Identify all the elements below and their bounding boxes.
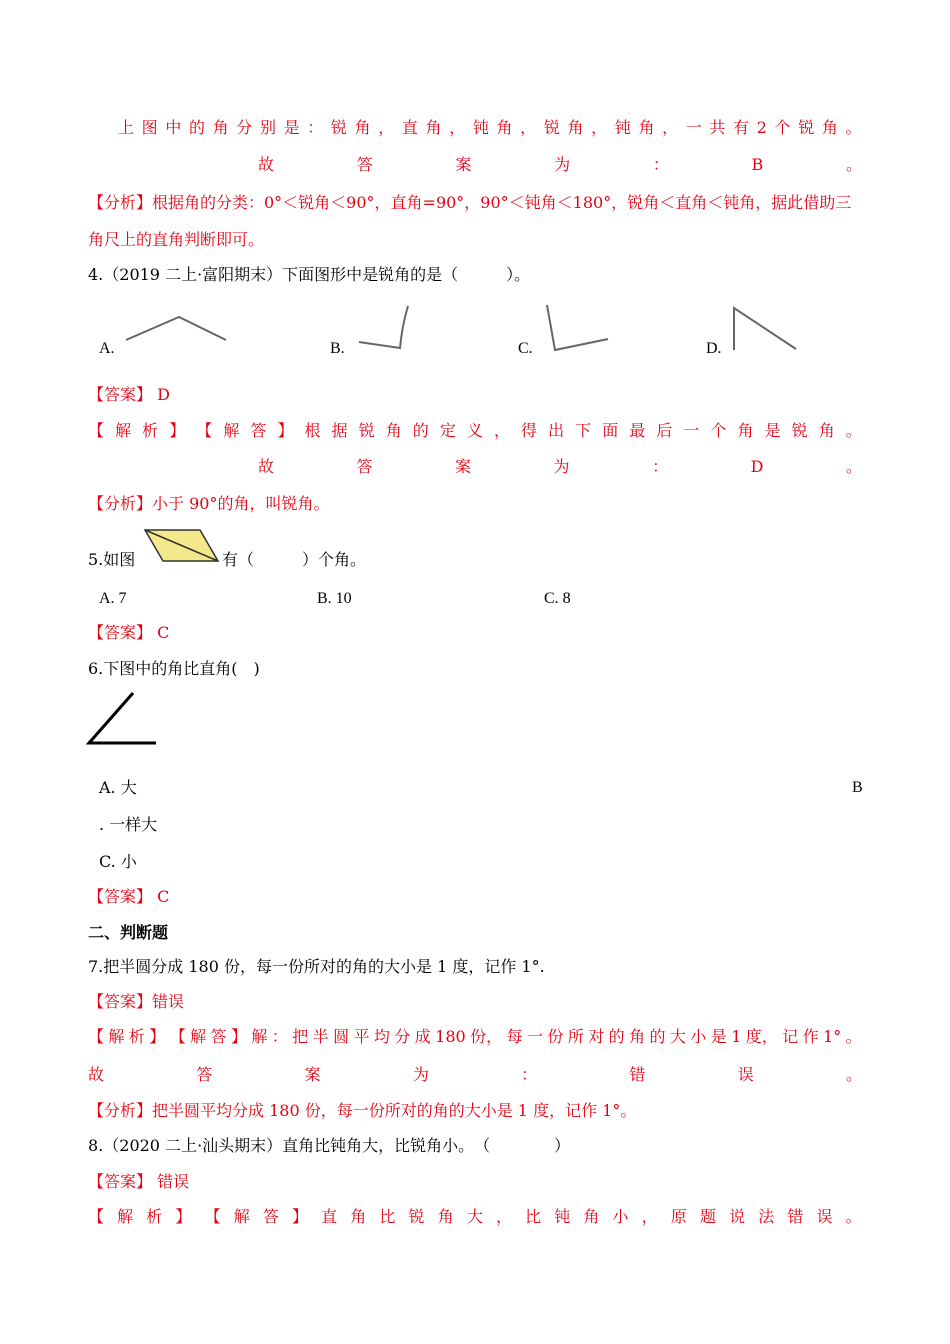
text-token: 故 xyxy=(258,457,275,476)
text-token: 题 xyxy=(699,1207,716,1226)
q7-question: 7.把半圆分成 180 份，每一份所对的角的大小是 1 度，记作 1°. xyxy=(88,957,545,976)
text-token: 】 xyxy=(149,1027,166,1046)
text-token: 锐 xyxy=(358,421,375,440)
text-token: 记 xyxy=(782,1027,799,1046)
text-token: ， xyxy=(495,1207,512,1226)
text-token: ， xyxy=(449,118,466,137)
text-token: 据 xyxy=(331,421,348,440)
text-token: 。 xyxy=(845,1065,862,1084)
text-token: 为 xyxy=(412,1065,429,1084)
text-token: 【 xyxy=(196,421,213,440)
text-token: 故 xyxy=(88,1065,105,1084)
q6-option-c: C. 小 xyxy=(99,852,137,871)
text-token: 答 xyxy=(210,1027,227,1046)
text-token: 直 xyxy=(321,1207,338,1226)
text-token: ， xyxy=(591,118,608,137)
text-token: 得 xyxy=(521,421,538,440)
text-token: 。 xyxy=(845,1027,862,1046)
q7-explain-line1 xyxy=(88,1026,862,1048)
text-token: 角 xyxy=(818,421,835,440)
text-token: 。 xyxy=(845,457,862,476)
text-token: 】 xyxy=(277,421,294,440)
text-token: 是 xyxy=(283,118,300,137)
text-token: 比 xyxy=(525,1207,542,1226)
text-token: 答 xyxy=(250,421,267,440)
text-token: 分 xyxy=(236,118,253,137)
text-token: 锐 xyxy=(798,118,815,137)
text-token: 1° xyxy=(823,1027,842,1046)
text-token: 】 xyxy=(291,1207,308,1226)
q5-option-b: B. 10 xyxy=(317,590,352,607)
text-token: 锐 xyxy=(330,118,347,137)
text-token: 角 xyxy=(354,118,371,137)
q5-option-c: C. 8 xyxy=(544,590,571,607)
text-token: 一 xyxy=(685,118,702,137)
text-token: 圆 xyxy=(333,1027,350,1046)
text-token: 解 xyxy=(233,1207,250,1226)
text-token: ： xyxy=(307,118,324,137)
text-token: ， xyxy=(378,118,395,137)
text-token: 大 xyxy=(466,1207,483,1226)
text-token: 答 xyxy=(356,457,373,476)
text-token: 均 xyxy=(373,1027,390,1046)
text-token: 1 xyxy=(731,1027,742,1046)
text-token: ： xyxy=(521,1065,538,1084)
text-token: 析 xyxy=(146,1207,163,1226)
q4-question: 4.（2019 二上·富阳期末）下面图形中是锐角的是（ ）。 xyxy=(88,265,531,284)
text-token: 角 xyxy=(212,118,229,137)
text-token: 分 xyxy=(394,1027,411,1046)
text-token: 案 xyxy=(455,457,472,476)
text-token: 平 xyxy=(353,1027,370,1046)
text-token: 。 xyxy=(845,155,862,174)
text-token: 每 xyxy=(506,1027,523,1046)
text-token: 角 xyxy=(737,421,754,440)
text-token: ： xyxy=(652,155,669,174)
text-token: 个 xyxy=(774,118,791,137)
section-title: 二、判断题 xyxy=(88,923,169,942)
q4-option-c-label: C. xyxy=(518,340,533,357)
text-token: 小 xyxy=(612,1207,629,1226)
q5-option-a: A. 7 xyxy=(99,590,127,607)
text-token: 案 xyxy=(455,155,472,174)
text-token: 。 xyxy=(845,1207,862,1226)
text-token: 【 xyxy=(204,1207,221,1226)
text-token: 份 xyxy=(547,1027,564,1046)
text-token: 一 xyxy=(526,1027,543,1046)
text-token: 钝 xyxy=(614,118,631,137)
text-token: 角 xyxy=(425,118,442,137)
text-token: 定 xyxy=(439,421,456,440)
text-token: 角 xyxy=(629,1027,646,1046)
q7-explain-line2 xyxy=(88,1064,862,1086)
text-token: 半 xyxy=(312,1027,329,1046)
text-token: 析 xyxy=(128,1027,145,1046)
text-token: 是 xyxy=(764,421,781,440)
q4-option-b-label: B. xyxy=(330,340,345,357)
text-token: ： xyxy=(652,457,669,476)
text-token: 上 xyxy=(118,118,135,137)
text-token: 说 xyxy=(729,1207,746,1226)
text-token: 角 xyxy=(567,118,584,137)
text-token: 案 xyxy=(304,1065,321,1084)
text-token: 出 xyxy=(548,421,565,440)
text-token: 角 xyxy=(385,421,402,440)
text-token: 份， xyxy=(470,1027,503,1046)
text-token: 锐 xyxy=(408,1207,425,1226)
text-token: 根 xyxy=(304,421,321,440)
q6-question: 6.下图中的角比直角( ) xyxy=(88,659,260,678)
top-explain-line2 xyxy=(258,154,862,176)
text-token: 析 xyxy=(142,421,159,440)
parallelogram-figure xyxy=(142,528,222,564)
text-token: 【 xyxy=(88,1207,105,1226)
text-token: 解 xyxy=(108,1027,125,1046)
text-token: 共 xyxy=(709,118,726,137)
text-token: 钝 xyxy=(472,118,489,137)
q8-question: 8.（2020 二上·汕头期末）直角比钝角大，比锐角小。 （ ） xyxy=(88,1136,571,1155)
text-token: 错 xyxy=(629,1065,646,1084)
text-token: 是 xyxy=(710,1027,727,1046)
top-explain-line1 xyxy=(118,117,862,139)
q4-option-a-figure xyxy=(124,312,228,344)
top-analysis-line2: 角尺上的直角判断即可。 xyxy=(88,230,265,249)
text-token: 的 xyxy=(412,421,429,440)
text-token: 下 xyxy=(575,421,592,440)
text-token: B xyxy=(751,155,764,174)
text-token: 答 xyxy=(196,1065,213,1084)
text-token: 别 xyxy=(259,118,276,137)
text-token: 大 xyxy=(669,1027,686,1046)
text-token: 一 xyxy=(683,421,700,440)
text-token: 解 xyxy=(115,421,132,440)
q4-answer: 【答案】 D xyxy=(88,385,170,404)
text-token: 为 xyxy=(553,457,570,476)
text-token: 角 xyxy=(437,1207,454,1226)
q6-angle-figure xyxy=(84,690,160,748)
text-token: 角 xyxy=(821,118,838,137)
q5-prefix: 5.如图 xyxy=(88,550,136,569)
text-token: 解 xyxy=(117,1207,134,1226)
text-token: 比 xyxy=(379,1207,396,1226)
text-token: 答 xyxy=(356,155,373,174)
text-token: 2 xyxy=(756,118,767,137)
text-token: 的 xyxy=(188,118,205,137)
text-token: 把 xyxy=(292,1027,309,1046)
text-token: 角 xyxy=(638,118,655,137)
q6-option-b-letter: B xyxy=(852,779,863,796)
text-token: 角 xyxy=(583,1207,600,1226)
q4-option-b-figure xyxy=(356,302,416,354)
text-token: 答 xyxy=(262,1207,279,1226)
text-token: 的 xyxy=(649,1027,666,1046)
text-token: 【 xyxy=(88,421,105,440)
q5-suffix: 有（ ）个角。 xyxy=(222,550,367,569)
text-token: 误 xyxy=(737,1065,754,1084)
text-token: ， xyxy=(520,118,537,137)
text-token: 成 xyxy=(414,1027,431,1046)
text-token: 个 xyxy=(710,421,727,440)
text-token: 图 xyxy=(141,118,158,137)
q4-option-d-figure xyxy=(728,304,800,354)
text-token: 解 xyxy=(190,1027,207,1046)
text-token: 的 xyxy=(608,1027,625,1046)
q4-option-d-label: D. xyxy=(706,340,722,357)
q4-analysis: 【分析】小于 90°的角，叫锐角。 xyxy=(88,494,330,513)
top-analysis-line1: 【分析】根据角的分类：0°＜锐角＜90°，直角=90°，90°＜钝角＜180°，锐角＜直角＜钝角，据此借助三 xyxy=(88,193,852,212)
text-token: 】 xyxy=(230,1027,247,1046)
q8-answer: 【答案】 错误 xyxy=(88,1172,190,1191)
q6-option-b: . 一样大 xyxy=(99,815,158,834)
text-token: 所 xyxy=(567,1027,584,1046)
q4-explain-line2 xyxy=(258,456,862,478)
text-token: 锐 xyxy=(543,118,560,137)
q6-answer: 【答案】 C xyxy=(88,887,170,906)
text-token: 法 xyxy=(758,1207,775,1226)
text-token: 为 xyxy=(554,155,571,174)
q6-option-a: A. 大 xyxy=(99,778,137,797)
text-token: 直 xyxy=(401,118,418,137)
q8-explain-line1 xyxy=(88,1206,862,1228)
text-token: 有 xyxy=(733,118,750,137)
text-token: 。 xyxy=(845,118,862,137)
text-token: 。 xyxy=(845,421,862,440)
text-token: 对 xyxy=(588,1027,605,1046)
text-token: 角 xyxy=(496,118,513,137)
text-token: 】 xyxy=(169,421,186,440)
text-token: 角 xyxy=(350,1207,367,1226)
text-token: 】 xyxy=(175,1207,192,1226)
q4-option-a-label: A. xyxy=(99,340,115,357)
text-token: ， xyxy=(493,421,510,440)
text-token: 义 xyxy=(466,421,483,440)
text-token: 错 xyxy=(787,1207,804,1226)
text-token: 作 xyxy=(802,1027,819,1046)
text-token: 面 xyxy=(602,421,619,440)
text-token: 180 xyxy=(435,1027,466,1046)
text-token: 解 xyxy=(251,1027,268,1046)
text-token: 【 xyxy=(88,1027,105,1046)
text-token: 中 xyxy=(165,118,182,137)
text-token: 钝 xyxy=(554,1207,571,1226)
q4-option-c-figure xyxy=(542,302,612,354)
q7-answer: 【答案】错误 xyxy=(88,992,185,1011)
text-token: 小 xyxy=(690,1027,707,1046)
text-token: ， xyxy=(641,1207,658,1226)
q4-explain-line1 xyxy=(88,420,862,442)
text-token: 故 xyxy=(258,155,275,174)
q5-answer: 【答案】 C xyxy=(88,623,170,642)
text-token: ： xyxy=(271,1027,288,1046)
text-token: 度， xyxy=(745,1027,778,1046)
text-token: 【 xyxy=(169,1027,186,1046)
text-token: 原 xyxy=(670,1207,687,1226)
text-token: 后 xyxy=(656,421,673,440)
q7-analysis: 【分析】把半圆平均分成 180 份，每一份所对的角的大小是 1 度，记作 1°。 xyxy=(88,1101,637,1120)
text-token: 误 xyxy=(816,1207,833,1226)
text-token: ， xyxy=(662,118,679,137)
text-token: D xyxy=(750,457,764,476)
text-token: 最 xyxy=(629,421,646,440)
text-token: 解 xyxy=(223,421,240,440)
text-token: 锐 xyxy=(791,421,808,440)
